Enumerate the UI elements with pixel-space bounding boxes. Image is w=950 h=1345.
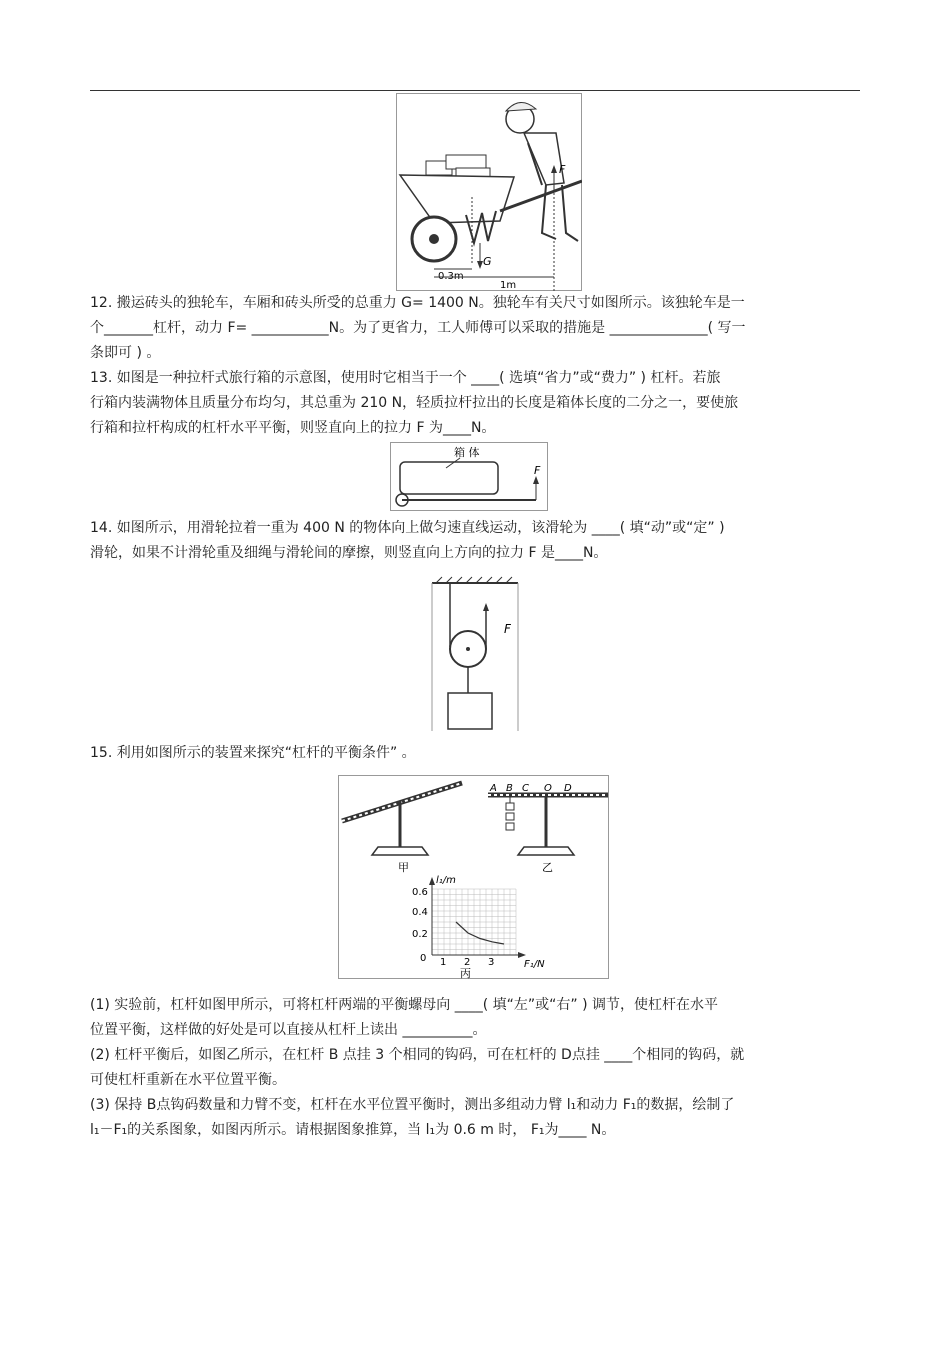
point-D: D (564, 783, 572, 794)
wheelbarrow-figure (396, 93, 582, 291)
q12-line-2: 个_______杠杆，动力 F= ___________N。为了更省力，工人师傅可以采取的措施是 ______________( 写一 (90, 320, 746, 336)
q12-line-1: 12. 搬运砖头的独轮车，车厢和砖头所受的总重力 G= 1400 N。独轮车有关尺寸如图所示。该独轮车是一 (90, 295, 745, 311)
graph-grid (432, 889, 516, 955)
ytick-0.4: 0.4 (412, 907, 428, 918)
xtick-2: 2 (464, 957, 471, 968)
top-rule (90, 90, 860, 91)
q15-line-5: (3) 保持 B点钩码数量和力臂不变，杠杆在水平位置平衡时，测出多组动力臂 l₁和动力 F₁的数据，绘制了 (90, 1097, 735, 1113)
q13-line-1: 13. 如图是一种拉杆式旅行箱的示意图，使用时它相当于一个 ____( 选填“省力”或“费力” ) 杠杆。若旅 (90, 370, 721, 386)
ytick-0.6: 0.6 (412, 887, 428, 898)
graph-xlabel: F₁/N (524, 959, 545, 970)
label-jia: 甲 (398, 861, 409, 874)
q15-line-6: l₁－F₁的关系图象，如图丙所示。请根据图象推算，当 l₁为 0.6 m 时， F₁为____ N。 (90, 1122, 616, 1138)
graph-origin: 0 (420, 953, 427, 964)
graph-ylabel: l₁/m (436, 875, 456, 886)
point-C: C (522, 783, 529, 794)
label-bing: 丙 (460, 967, 471, 980)
q14-line-1: 14. 如图所示，用滑轮拉着一重为 400 N 的物体向上做匀速直线运动，该滑轮为 ____( 填“动”或“定” ) (90, 520, 725, 536)
ytick-0.2: 0.2 (412, 929, 428, 940)
point-B: B (506, 783, 513, 794)
luggage-figure (390, 442, 550, 512)
point-A: A (490, 783, 497, 794)
q15-line-3: (2) 杠杆平衡后，如图乙所示，在杠杆 B 点挂 3 个相同的钩码，可在杠杆的 D点挂 ____个相同的钩码，就 (90, 1047, 745, 1063)
q14-line-2: 滑轮，如果不计滑轮重及细绳与滑轮间的摩擦，则竖直向上方向的拉力 F 是____N。 (90, 545, 608, 561)
pulley-force-label: F (504, 622, 511, 636)
lever-figure (338, 775, 610, 980)
label-yi: 乙 (542, 861, 553, 874)
q13-line-3: 行箱和拉杆构成的杠杆水平平衡，则竖直向上的拉力 F 为____N。 (90, 420, 496, 436)
gravity-label-G: G (483, 255, 492, 268)
xtick-1: 1 (440, 957, 447, 968)
dim-label-1m: 1m (500, 280, 517, 291)
q15-line-2: 位置平衡，这样做的好处是可以直接从杠杆上读出 __________。 (90, 1022, 487, 1038)
q13-line-2: 行箱内装满物体且质量分布均匀，其总重为 210 N，轻质拉杆拉出的长度是箱体长度的二分之一，要使旅 (90, 395, 739, 411)
force-label-F: F (559, 163, 566, 176)
q12-line-3: 条即可 ) 。 (90, 345, 161, 361)
dim-label-0.3m: 0.3m (438, 271, 464, 282)
q15-line-4: 可使杠杆重新在水平位置平衡。 (90, 1072, 286, 1088)
xtick-3: 3 (488, 957, 495, 968)
point-O: O (544, 783, 552, 794)
q15-line-1: (1) 实验前，杠杆如图甲所示，可将杠杆两端的平衡螺母向 ____( 填“左”或“右” ) 调节，使杠杆在水平 (90, 997, 719, 1013)
pulley-figure (430, 575, 520, 731)
q15-title: 15. 利用如图所示的装置来探究“杠杆的平衡条件” 。 (90, 745, 416, 761)
luggage-force-label: F (534, 464, 541, 477)
box-label: 箱 体 (454, 446, 480, 459)
